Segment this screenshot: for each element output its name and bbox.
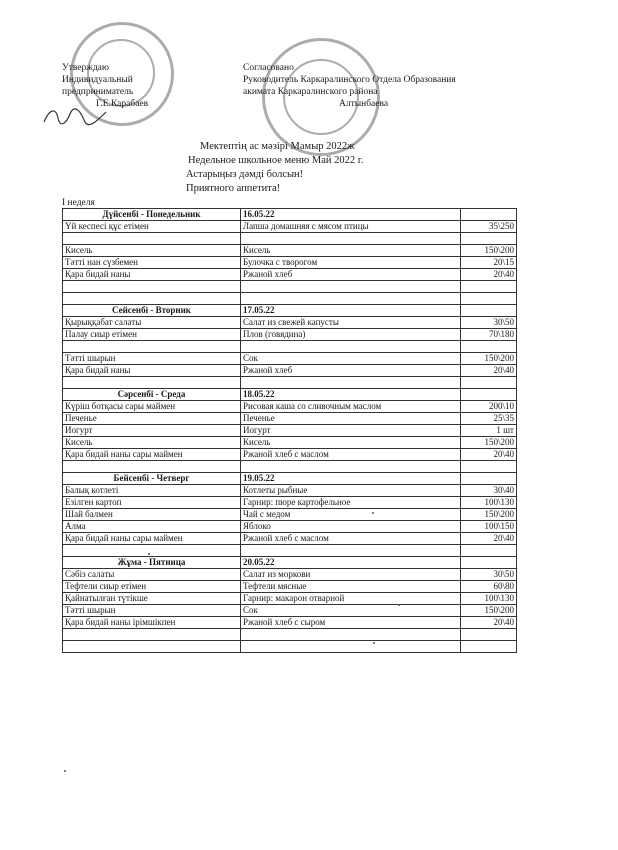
portion: 100\130 [461,593,517,605]
menu-item-row [63,269,517,281]
portion [461,293,517,305]
portion: 20\40 [461,449,517,461]
blank-row [63,341,517,353]
approve-label: Утверждаю [62,63,109,73]
blank-row [63,281,517,293]
portion: 60\80 [461,581,517,593]
day-date: 20.05.22 [241,557,461,569]
portion [461,377,517,389]
portion: 25\35 [461,413,517,425]
dish-kazakh: Печенье [63,413,241,425]
portion: 150\200 [461,509,517,521]
dish-kazakh: Алма [63,521,241,533]
dish-kazakh: Иогурт [63,425,241,437]
dish-kazakh: Кисель [63,245,241,257]
menu-item-row [63,569,517,581]
dish-kazakh [63,641,241,653]
day-header-row [63,473,517,485]
portion: 1 шт [461,425,517,437]
portion [461,281,517,293]
blank-row [63,461,517,473]
dish-kazakh: Палау сиыр етімен [63,329,241,341]
dish-russian: Салат из моркови [241,569,461,581]
menu-item-row [63,257,517,269]
day-name: Бейсенбі - Четверг [63,473,241,485]
day-date: 17.05.22 [241,305,461,317]
portion: 200\10 [461,401,517,413]
speck [398,604,400,606]
dish-russian: Булочка с творогом [241,257,461,269]
menu-item-row [63,593,517,605]
title-russian: Недельное школьное меню Май 2022 г. [188,155,364,166]
agree-role-2: акимата Каркаралинского района [243,87,378,97]
menu-item-row [63,401,517,413]
dish-kazakh [63,629,241,641]
menu-item-row [63,245,517,257]
dish-russian [241,341,461,353]
dish-russian: Кисель [241,245,461,257]
dish-russian [241,233,461,245]
dish-kazakh [63,377,241,389]
menu-item-row [63,605,517,617]
blank-row [63,377,517,389]
portion: 150\200 [461,353,517,365]
menu-item-row [63,449,517,461]
portion: 20\40 [461,533,517,545]
agree-label: Согласовано [243,63,294,73]
dish-russian: Яблоко [241,521,461,533]
approver-name: Г.Е.Карабаев [96,99,149,109]
portion: 30\50 [461,317,517,329]
dish-kazakh: Қара бидай наны сары маймен [63,533,241,545]
portion: 20\15 [461,257,517,269]
speck [64,770,66,772]
agree-role-1: Руководитель Каркаралинского Отдела Образования [243,75,456,85]
dish-russian: Салат из свежей капусты [241,317,461,329]
menu-item-row [63,497,517,509]
menu-table-body [63,209,517,653]
day-date: 18.05.22 [241,389,461,401]
dish-kazakh [63,233,241,245]
menu-item-row [63,329,517,341]
wish-russian: Приятного аппетита! [186,183,281,194]
portion [461,461,517,473]
day-header-row [63,557,517,569]
day-date: 16.05.22 [241,209,461,221]
day-extra [461,557,517,569]
portion: 30\40 [461,485,517,497]
dish-russian: Иогурт [241,425,461,437]
dish-kazakh [63,281,241,293]
dish-russian: Лапша домашняя с мясом птицы [241,221,461,233]
menu-table [62,208,517,653]
portion: 35\250 [461,221,517,233]
portion: 20\40 [461,617,517,629]
dish-kazakh: Тәтті нан сүзбемен [63,257,241,269]
dish-kazakh [63,341,241,353]
menu-item-row [63,413,517,425]
dish-kazakh: Балық котлеті [63,485,241,497]
menu-item-row [63,533,517,545]
portion: 150\200 [461,605,517,617]
portion [461,233,517,245]
blank-row [63,641,517,653]
dish-russian: Ржаной хлеб [241,365,461,377]
dish-russian [241,629,461,641]
portion: 150\200 [461,437,517,449]
dish-russian: Рисовая каша со сливочным маслом [241,401,461,413]
portion: 150\200 [461,245,517,257]
wish-kazakh: Астарыңыз дәмді болсын! [186,169,304,180]
day-extra [461,389,517,401]
dish-kazakh: Қара бидай наны [63,269,241,281]
blank-row [63,293,517,305]
day-name: Сейсенбі - Вторник [63,305,241,317]
portion [461,545,517,557]
speck [373,642,375,644]
dish-kazakh: Тәтті шырын [63,605,241,617]
dish-kazakh: Шай балмен [63,509,241,521]
header-approval [62,62,148,110]
speck [148,553,150,555]
blank-row [63,545,517,557]
menu-item-row [63,353,517,365]
menu-item-row [63,485,517,497]
portion: 70\180 [461,329,517,341]
approver-role-1: Индивидуальный [62,75,133,85]
day-name: Сәрсенбі - Среда [63,389,241,401]
dish-russian: Котлеты рыбные [241,485,461,497]
dish-kazakh: Қайнатылған түтікше [63,593,241,605]
dish-russian [241,281,461,293]
dish-kazakh: Сәбіз салаты [63,569,241,581]
menu-item-row [63,221,517,233]
dish-russian: Гарнир: пюре картофельное [241,497,461,509]
portion: 100\150 [461,521,517,533]
day-name: Дүйсенбі - Понедельник [63,209,241,221]
dish-kazakh [63,293,241,305]
menu-item-row [63,617,517,629]
dish-kazakh: Қара бидай наны ірімшікпен [63,617,241,629]
day-date: 19.05.22 [241,473,461,485]
day-name: Жұма - Пятница [63,557,241,569]
dish-russian: Ржаной хлеб с маслом [241,533,461,545]
dish-russian: Печенье [241,413,461,425]
menu-item-row [63,581,517,593]
blank-row [63,629,517,641]
dish-russian [241,377,461,389]
dish-kazakh: Тәтті шырын [63,353,241,365]
dish-kazakh: Қырыққабат салаты [63,317,241,329]
portion [461,641,517,653]
title-kazakh: Мектептің ас мәзірі Мамыр 2022ж [200,141,355,152]
header-agreement [243,62,456,110]
day-header-row [63,305,517,317]
dish-russian: Гарнир: макарон отварной [241,593,461,605]
day-header-row [63,389,517,401]
day-extra [461,473,517,485]
dish-russian: Ржаной хлеб с сыром [241,617,461,629]
portion [461,629,517,641]
dish-russian: Ржаной хлеб [241,269,461,281]
dish-kazakh: Қара бидай наны [63,365,241,377]
dish-russian: Плов (говядина) [241,329,461,341]
dish-kazakh [63,461,241,473]
menu-item-row [63,317,517,329]
menu-item-row [63,437,517,449]
blank-row [63,233,517,245]
dish-kazakh [63,545,241,557]
dish-kazakh: Кисель [63,437,241,449]
day-extra [461,305,517,317]
dish-russian: Чай с медом [241,509,461,521]
dish-russian: Кисель [241,437,461,449]
dish-russian [241,641,461,653]
portion: 20\40 [461,365,517,377]
dish-russian: Сок [241,605,461,617]
portion [461,341,517,353]
dish-kazakh: Езілген картоп [63,497,241,509]
dish-russian: Сок [241,353,461,365]
week-label: I неделя [62,198,95,208]
menu-item-row [63,521,517,533]
dish-kazakh: Қара бидай наны сары маймен [63,449,241,461]
agree-name: Алтынбаева [339,99,389,109]
day-header-row [63,209,517,221]
menu-item-row [63,509,517,521]
portion: 100\130 [461,497,517,509]
dish-kazakh: Үй кеспесі құс етімен [63,221,241,233]
menu-item-row [63,365,517,377]
dish-russian [241,545,461,557]
portion: 20\40 [461,269,517,281]
day-extra [461,209,517,221]
dish-russian [241,461,461,473]
portion: 30\50 [461,569,517,581]
dish-russian: Ржаной хлеб с маслом [241,449,461,461]
approver-role-2: предприниматель [62,87,134,97]
dish-kazakh: Күріш ботқасы сары маймен [63,401,241,413]
dish-russian: Тефтели мясные [241,581,461,593]
speck [372,512,374,514]
dish-russian [241,293,461,305]
dish-kazakh: Тефтели сиыр етімен [63,581,241,593]
menu-item-row [63,425,517,437]
